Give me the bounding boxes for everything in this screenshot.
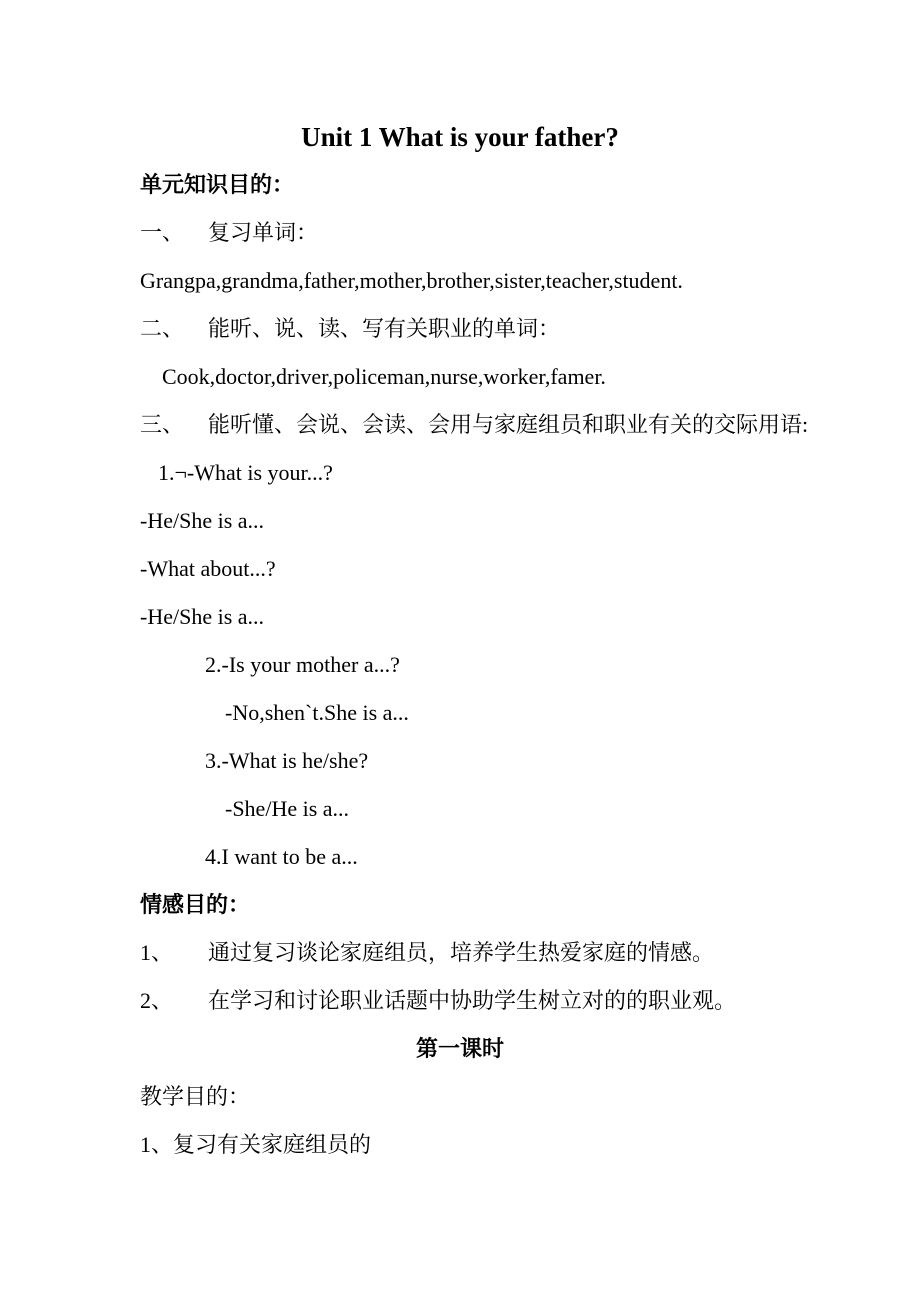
phrase-line: -What about...? — [140, 556, 276, 581]
list-item-text: 通过复习谈论家庭组员，培养学生热爱家庭的情感。 — [208, 940, 715, 965]
list-item-text: 能听、说、读、写有关职业的单词： — [208, 316, 561, 341]
emotion-goal-item-1 — [140, 929, 780, 977]
phrase-line: -She/He is a... — [225, 796, 350, 821]
phrase-line: -He/She is a... — [140, 508, 265, 533]
list-item-text: 能听懂、会说、会读、会用与家庭组员和职业有关的交际用语: — [208, 412, 809, 437]
list-marker: 一、 — [140, 220, 185, 245]
document-body — [140, 113, 809, 1169]
unit-goal-item-1 — [140, 209, 780, 257]
phrase-line: 4.I want to be a... — [205, 844, 358, 869]
phrase-line: 1.¬-What is your...? — [158, 460, 333, 485]
unit-goal-item-1-words: Grangpa,grandma,father,mother,brother,sister,teacher,student. — [140, 268, 683, 293]
teaching-goal-item-1: 1、复习有关家庭组员的 — [140, 1132, 372, 1157]
list-marker: 2、 — [140, 988, 174, 1013]
phrase-line: 2.-Is your mother a...? — [205, 652, 400, 677]
unit-goal-item-2 — [140, 305, 780, 353]
phrase-line: -No,shen`t.She is a... — [225, 700, 409, 725]
list-item-text: 复习单词： — [208, 220, 319, 245]
section-heading-lesson-1: 第一课时 — [415, 1036, 504, 1061]
unit-goal-item-2-words: Cook,doctor,driver,policeman,nurse,worker,famer. — [162, 364, 606, 389]
teaching-goals-heading: 教学目的： — [140, 1084, 251, 1109]
phrase-line: 3.-What is he/she? — [205, 748, 369, 773]
list-marker: 三、 — [140, 412, 185, 437]
document-title: Unit 1 What is your father? — [301, 122, 619, 152]
section-heading-unit-goals: 单元知识目的： — [140, 172, 295, 197]
list-marker: 1、 — [140, 940, 174, 965]
list-item-text: 在学习和讨论职业话题中协助学生树立对的的职业观。 — [208, 988, 737, 1013]
phrase-line: -He/She is a... — [140, 604, 265, 629]
list-marker: 二、 — [140, 316, 185, 341]
unit-goal-item-3 — [140, 401, 809, 449]
emotion-goal-item-2 — [140, 977, 780, 1025]
section-heading-emotion-goals: 情感目的： — [140, 892, 251, 917]
